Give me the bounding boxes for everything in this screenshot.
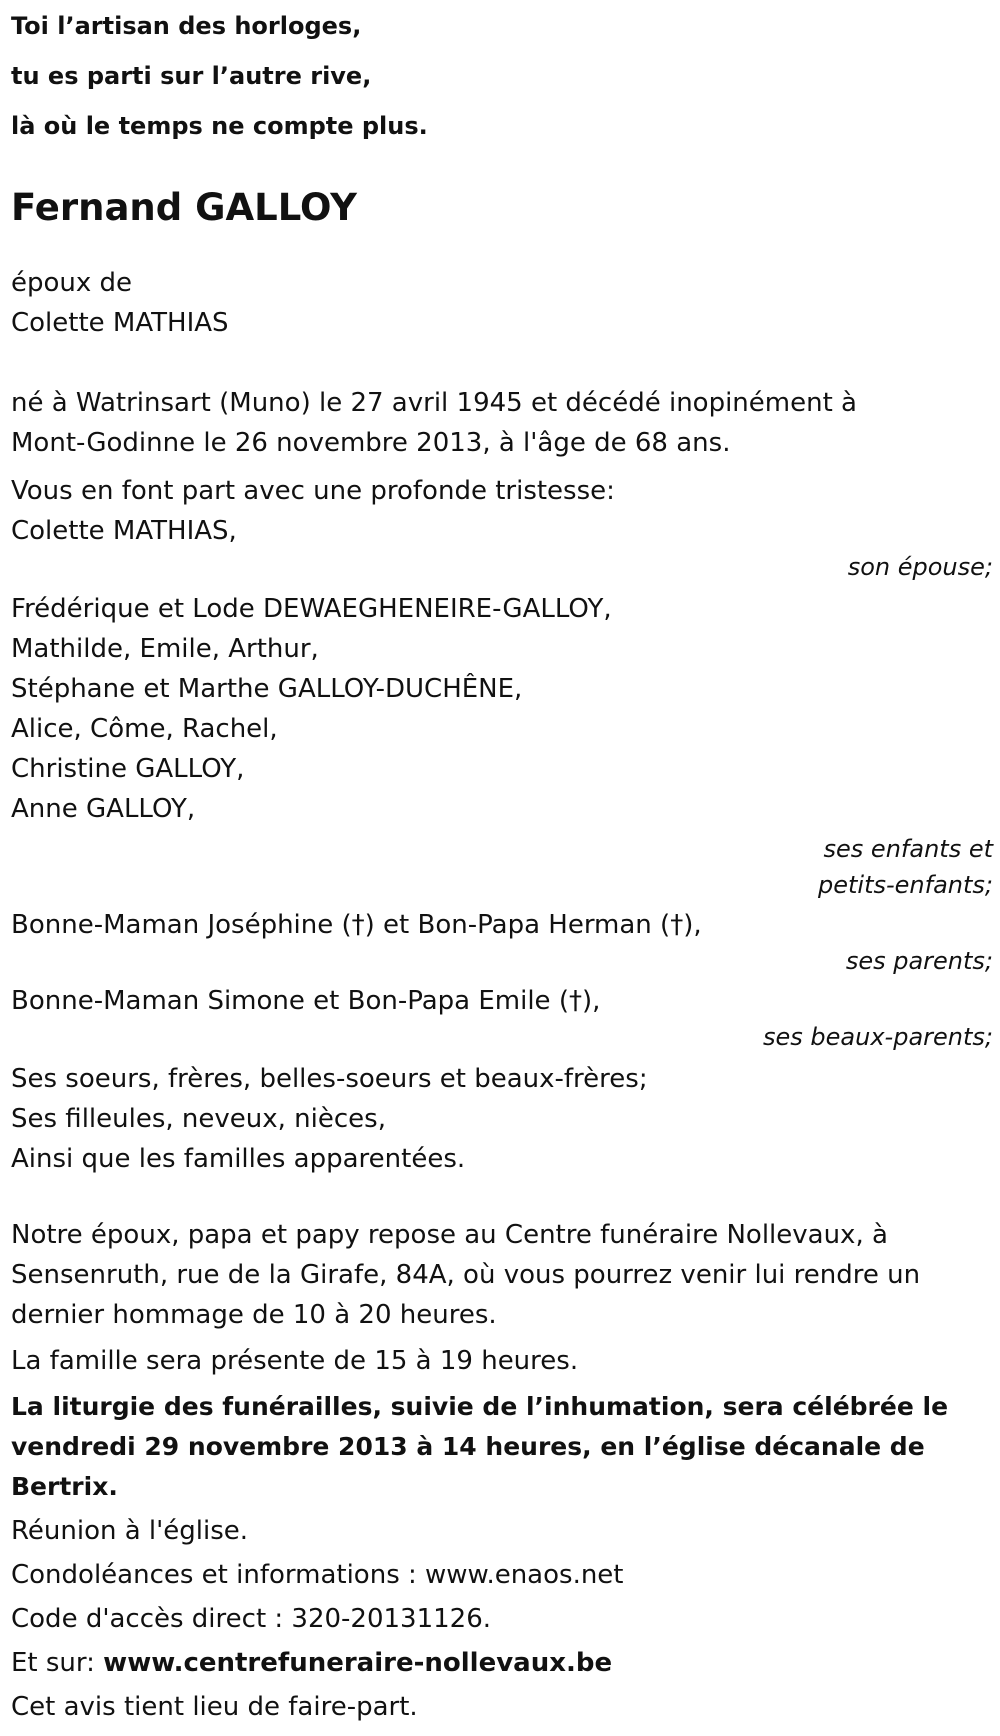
poem-line: tu es parti sur l’autre rive,	[11, 62, 372, 90]
announcement-text: Vous en font part avec une profonde tristesse:	[11, 476, 615, 506]
access-code-text: Code d'accès direct : 320-20131126.	[11, 1604, 492, 1634]
inlaws-line: Bonne-Maman Simone et Bon-Papa Emile (†),	[11, 986, 601, 1016]
visitation-line: Sensenruth, rue de la Girafe, 84A, où vous pourrez venir lui rendre un	[11, 1260, 921, 1290]
birth-death-line: né à Watrinsart (Muno) le 27 avril 1945 et décédé inopinément à	[11, 388, 857, 418]
visitation-line: dernier hommage de 10 à 20 heures.	[11, 1300, 497, 1330]
children-line: Mathilde, Emile, Arthur,	[11, 634, 319, 664]
children-role: ses enfants et	[823, 835, 993, 863]
spouse-block	[11, 263, 993, 343]
condolences-text: Condoléances et informations : www.enaos.net	[11, 1560, 624, 1590]
website-link[interactable]: www.centrefuneraire-nollevaux.be	[103, 1648, 613, 1678]
parents-role: ses parents;	[845, 947, 993, 975]
liturgy-line: vendredi 29 novembre 2013 à 14 heures, en l’église décanale de	[11, 1432, 925, 1461]
announcement-block	[11, 471, 993, 587]
closing-text: Cet avis tient lieu de faire-part.	[11, 1692, 418, 1722]
liturgy-block	[11, 1387, 993, 1507]
relatives-line: Ses soeurs, frères, belles-soeurs et beaux-frères;	[11, 1064, 648, 1094]
birth-death-line: Mont-Godinne le 26 novembre 2013, à l'âge de 68 ans.	[11, 428, 731, 458]
visitation-block	[11, 1215, 993, 1335]
relatives-line: Ses filleules, neveux, nièces,	[11, 1104, 386, 1134]
parents-block	[11, 905, 993, 981]
obituary-notice	[11, 0, 993, 1727]
wife-role: son épouse;	[847, 553, 993, 581]
children-line: Frédérique et Lode DEWAEGHENEIRE-GALLOY,	[11, 594, 612, 624]
children-line: Christine GALLOY,	[11, 754, 245, 784]
inlaws-block	[11, 981, 993, 1057]
poem-line: là où le temps ne compte plus.	[11, 112, 428, 140]
poem	[11, 1, 993, 151]
reunion-text: Réunion à l'église.	[11, 1516, 249, 1546]
also-on-line	[11, 1643, 993, 1683]
children-block	[11, 589, 993, 905]
liturgy-line: Bertrix.	[11, 1472, 118, 1501]
relatives-block	[11, 1059, 993, 1179]
spouse-intro: époux de	[11, 268, 133, 298]
inlaws-role: ses beaux-parents;	[763, 1023, 993, 1051]
children-line: Anne GALLOY,	[11, 794, 196, 824]
visitation-line: Notre époux, papa et papy repose au Centre funéraire Nollevaux, à	[11, 1220, 888, 1250]
birth-death-block	[11, 383, 993, 463]
poem-line: Toi l’artisan des horloges,	[11, 12, 362, 40]
children-role: petits-enfants;	[818, 871, 993, 899]
family-present-text: La famille sera présente de 15 à 19 heures.	[11, 1346, 579, 1376]
relatives-line: Ainsi que les familles apparentées.	[11, 1144, 466, 1174]
wife-line: Colette MATHIAS,	[11, 516, 237, 546]
spouse-name: Colette MATHIAS	[11, 308, 229, 338]
parents-line: Bonne-Maman Joséphine (†) et Bon-Papa Herman (†),	[11, 910, 702, 940]
children-line: Stéphane et Marthe GALLOY-DUCHÊNE,	[11, 674, 523, 704]
also-on-prefix: Et sur:	[11, 1648, 104, 1678]
liturgy-line: La liturgie des funérailles, suivie de l’inhumation, sera célébrée le	[11, 1392, 949, 1421]
deceased-name: Fernand GALLOY	[11, 186, 357, 229]
children-line: Alice, Côme, Rachel,	[11, 714, 278, 744]
